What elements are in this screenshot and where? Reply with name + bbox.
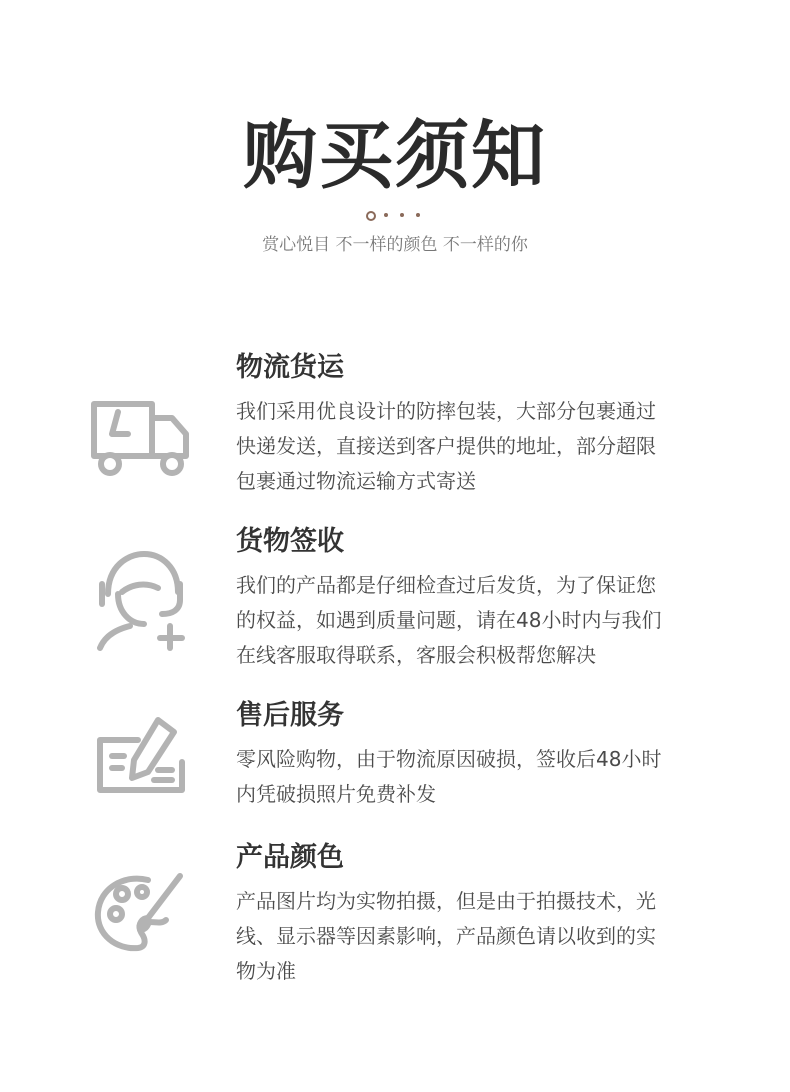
decorative-dots (366, 210, 436, 222)
section-title: 售后服务 (236, 700, 344, 731)
section-line: 我们的产品都是仔细检查过后发货，为了保证您 (236, 573, 656, 597)
page-title: 购买须知 (243, 113, 547, 199)
truck-icon (88, 370, 198, 480)
section-line: 零风险购物，由于物流原因破损，签收后48小时 (236, 747, 662, 771)
section-body (236, 394, 706, 499)
section-body (236, 742, 706, 812)
section-line: 产品图片均为实物拍摄，但是由于拍摄技术，光 (236, 889, 656, 913)
section-line: 在线客服取得联系，客服会积极帮您解决 (236, 643, 596, 667)
section-line: 线、显示器等因素影响，产品颜色请以收到的实 (236, 924, 656, 948)
signature-pen-icon (88, 708, 198, 818)
header (0, 0, 790, 300)
section-body (236, 884, 706, 989)
dot-ring-icon (366, 211, 376, 221)
section-line: 包裹通过物流运输方式寄送 (236, 469, 476, 493)
section-line: 内凭破损照片免费补发 (236, 782, 436, 806)
section-line: 的权益，如遇到质量问题，请在48小时内与我们 (236, 608, 662, 632)
dot-icon (400, 213, 404, 217)
section-body (236, 568, 706, 673)
section-title: 物流货运 (236, 352, 344, 383)
dot-icon (416, 213, 420, 217)
section-line: 物为准 (236, 959, 296, 983)
section-title: 货物签收 (236, 526, 344, 557)
section-line: 我们采用优良设计的防摔包装，大部分包裹通过 (236, 399, 656, 423)
palette-icon (88, 858, 198, 968)
dot-icon (384, 213, 388, 217)
page-subtitle: 赏心悦目 不一样的颜色 不一样的你 (262, 235, 528, 255)
section-title: 产品颜色 (236, 842, 344, 873)
customer-service-icon (88, 544, 198, 654)
section-line: 快递发送，直接送到客户提供的地址，部分超限 (236, 434, 656, 458)
